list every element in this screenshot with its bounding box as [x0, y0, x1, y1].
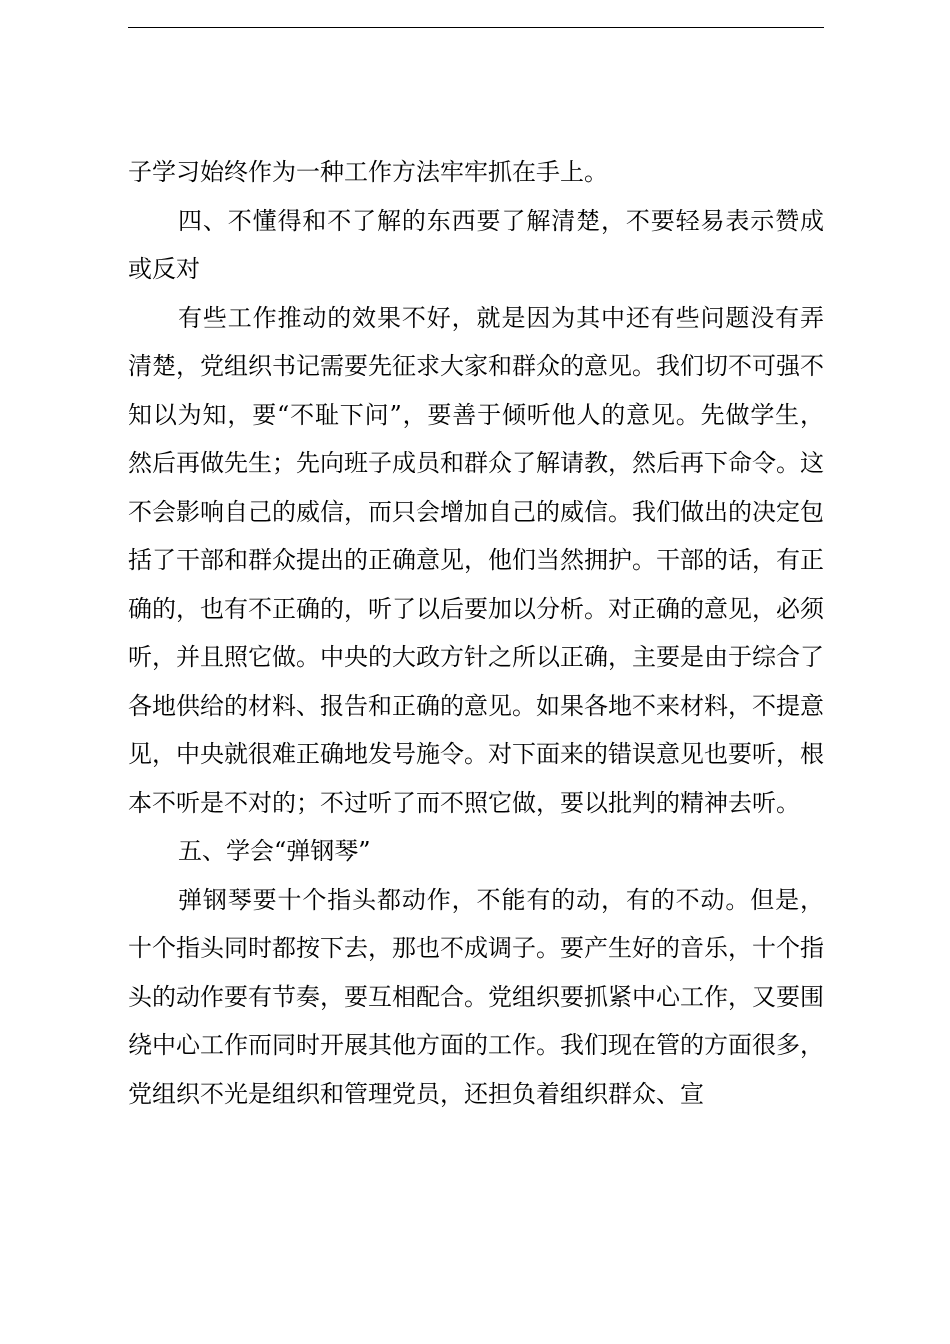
document-body [128, 148, 824, 1118]
section-heading-four: 四、不懂得和不了解的东西要了解清楚，不要轻易表示赞成或反对 [128, 206, 824, 283]
section-heading-five: 五、学会“弹钢琴” [178, 837, 371, 865]
paragraph-play-piano: 弹钢琴要十个指头都动作，不能有的动，有的不动。但是，十个指头同时都按下去，那也不成调子。要产生好的音乐，十个指头的动作要有节奏，要互相配合。党组织要抓紧中心工作，又要围绕中心工作而同时开展其他方面的工作。我们现在管的方面很多，党组织不光是组织和管理党员，还担负着组织群众、宣 [128, 885, 824, 1108]
paragraph-continuation: 子学习始终作为一种工作方法牢牢抓在手上。 [128, 158, 608, 186]
header-rule [128, 27, 824, 28]
paragraph-listen-opinions: 有些工作推动的效果不好，就是因为其中还有些问题没有弄清楚，党组织书记需要先征求大家和群众的意见。我们切不可强不知以为知，要“不耻下问”，要善于倾听他人的意见。先做学生，然后再做先生；先向班子成员和群众了解请教，然后再下命令。这不会影响自己的威信，而只会增加自己的威信。我们做出的决定包括了干部和群众提出的正确意见，他们当然拥护。干部的话，有正确的，也有不正确的，听了以后要加以分析。对正确的意见，必须听，并且照它做。中央的大政方针之所以正确，主要是由于综合了各地供给的材料、报告和正确的意见。如果各地不来材料，不提意见，中央就很难正确地发号施令。对下面来的错误意见也要听，根本不听是不对的；不过听了而不照它做，要以批判的精神去听。 [128, 303, 824, 817]
